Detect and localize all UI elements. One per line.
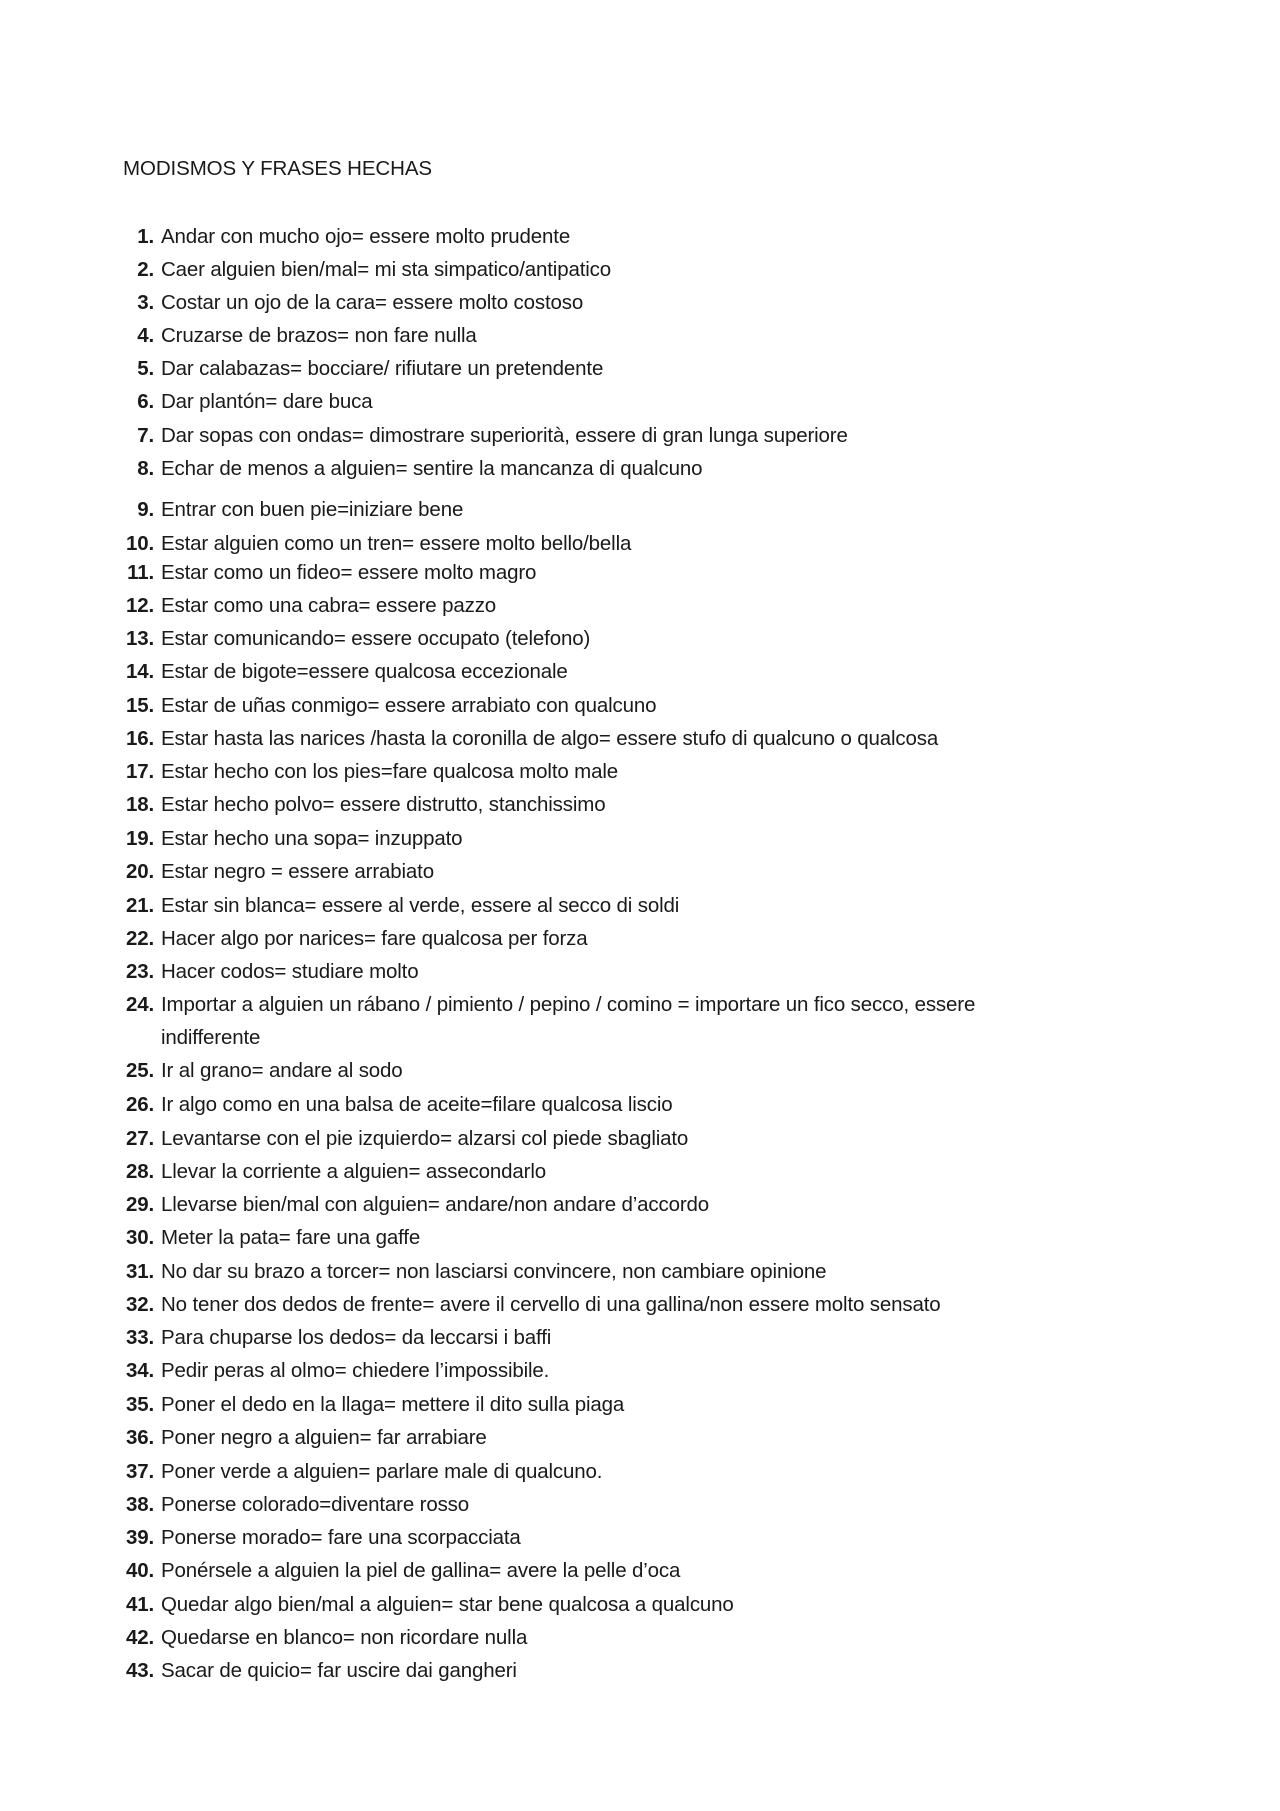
item-number: 25.	[125, 1059, 154, 1082]
item-text: Entrar con buen pie=iniziare bene	[161, 498, 464, 521]
item-number: 24.	[125, 993, 154, 1016]
item-text: Estar hecho polvo= essere distrutto, stanchissimo	[161, 793, 606, 816]
item-text: Ponerse colorado=diventare rosso	[161, 1493, 470, 1516]
item-number: 16.	[125, 727, 154, 750]
item-text: Estar como una cabra= essere pazzo	[161, 594, 497, 617]
item-text: No dar su brazo a torcer= non lasciarsi convincere, non cambiare opinione	[161, 1260, 827, 1283]
item-text: Ir algo como en una balsa de aceite=filare qualcosa liscio	[161, 1093, 673, 1116]
item-number: 38.	[125, 1493, 154, 1516]
item-text: Hacer codos= studiare molto	[161, 960, 419, 983]
item-number: 30.	[125, 1226, 154, 1249]
item-number: 33.	[125, 1326, 154, 1349]
item-text: Estar sin blanca= essere al verde, essere al secco di soldi	[161, 894, 680, 917]
item-text: Importar a alguien un rábano / pimiento / pepino / comino = importare un fico secco, essere	[161, 993, 976, 1016]
item-number: 32.	[125, 1293, 154, 1316]
item-text: Levantarse con el pie izquierdo= alzarsi col piede sbagliato	[161, 1127, 689, 1150]
item-number: 37.	[125, 1460, 154, 1483]
item-number: 31.	[125, 1260, 154, 1283]
item-text: Estar hasta las narices /hasta la coronilla de algo= essere stufo di qualcuno o qualcosa	[161, 727, 939, 750]
item-number: 23.	[125, 960, 154, 983]
item-number: 2.	[137, 258, 154, 281]
item-text: Cruzarse de brazos= non fare nulla	[161, 324, 477, 347]
item-text: Estar como un fideo= essere molto magro	[161, 561, 537, 584]
item-number: 9.	[137, 498, 154, 521]
item-number: 12.	[125, 594, 154, 617]
item-number: 40.	[125, 1559, 154, 1582]
item-text-continuation: indifferente	[161, 1026, 261, 1049]
item-text: Ponérsele a alguien la piel de gallina= avere la pelle d’oca	[161, 1559, 681, 1582]
item-number: 35.	[125, 1393, 154, 1416]
item-text: Llevarse bien/mal con alguien= andare/non andare d’accordo	[161, 1193, 710, 1216]
item-text: Dar sopas con ondas= dimostrare superiorità, essere di gran lunga superiore	[161, 424, 848, 447]
item-number: 27.	[125, 1127, 154, 1150]
item-text: Llevar la corriente a alguien= assecondarlo	[161, 1160, 547, 1183]
item-text: Pedir peras al olmo= chiedere l’impossibile.	[161, 1359, 550, 1382]
item-number: 17.	[125, 760, 154, 783]
item-text: Sacar de quicio= far uscire dai gangheri	[161, 1659, 517, 1682]
item-number: 28.	[125, 1160, 154, 1183]
item-number: 29.	[125, 1193, 154, 1216]
item-number: 26.	[125, 1093, 154, 1116]
item-text: Estar hecho una sopa= inzuppato	[161, 827, 463, 850]
item-number: 43.	[125, 1659, 154, 1682]
item-text: Poner negro a alguien= far arrabiare	[161, 1426, 487, 1449]
item-number: 34.	[125, 1359, 154, 1382]
item-number: 41.	[125, 1593, 154, 1616]
item-number: 3.	[137, 291, 154, 314]
item-number: 36.	[125, 1426, 154, 1449]
item-number: 19.	[125, 827, 154, 850]
item-text: Costar un ojo de la cara= essere molto costoso	[161, 291, 584, 314]
item-text: Quedarse en blanco= non ricordare nulla	[161, 1626, 528, 1649]
item-number: 22.	[125, 927, 154, 950]
item-text: Caer alguien bien/mal= mi sta simpatico/antipatico	[161, 258, 611, 281]
item-text: Estar hecho con los pies=fare qualcosa molto male	[161, 760, 619, 783]
item-text: Poner verde a alguien= parlare male di qualcuno.	[161, 1460, 603, 1483]
item-number: 11.	[127, 561, 154, 584]
item-text: Hacer algo por narices= fare qualcosa per forza	[161, 927, 588, 950]
item-number: 5.	[137, 357, 154, 380]
item-text: No tener dos dedos de frente= avere il cervello di una gallina/non essere molto sensato	[161, 1293, 941, 1316]
item-number: 39.	[125, 1526, 154, 1549]
item-number: 13.	[125, 627, 154, 650]
item-text: Ir al grano= andare al sodo	[161, 1059, 403, 1082]
item-text: Ponerse morado= fare una scorpacciata	[161, 1526, 521, 1549]
item-number: 20.	[125, 860, 154, 883]
item-text: Poner el dedo en la llaga= mettere il dito sulla piaga	[161, 1393, 625, 1416]
item-text: Estar alguien como un tren= essere molto bello/bella	[161, 532, 632, 555]
item-number: 10.	[125, 532, 154, 555]
item-text: Estar de uñas conmigo= essere arrabiato con qualcuno	[161, 694, 657, 717]
item-text: Dar calabazas= bocciare/ rifiutare un pretendente	[161, 357, 604, 380]
item-text: Para chuparse los dedos= da leccarsi i baffi	[161, 1326, 552, 1349]
item-text: Estar negro = essere arrabiato	[161, 860, 434, 883]
item-text: Meter la pata= fare una gaffe	[161, 1226, 421, 1249]
item-number: 8.	[137, 457, 154, 480]
item-number: 7.	[137, 424, 154, 447]
item-text: Estar de bigote=essere qualcosa eccezionale	[161, 660, 568, 683]
item-text: Dar plantón= dare buca	[161, 390, 373, 413]
item-text: Andar con mucho ojo= essere molto prudente	[161, 225, 571, 248]
document-title: MODISMOS Y FRASES HECHAS	[123, 157, 432, 180]
item-number: 21.	[125, 894, 154, 917]
item-text: Quedar algo bien/mal a alguien= star bene qualcosa a qualcuno	[161, 1593, 734, 1616]
item-number: 6.	[137, 390, 154, 413]
item-number: 42.	[125, 1626, 154, 1649]
item-number: 14.	[125, 660, 154, 683]
item-number: 1.	[137, 225, 154, 248]
item-text: Estar comunicando= essere occupato (telefono)	[161, 627, 591, 650]
item-number: 4.	[137, 324, 154, 347]
item-text: Echar de menos a alguien= sentire la mancanza di qualcuno	[161, 457, 703, 480]
item-number: 18.	[125, 793, 154, 816]
item-number: 15.	[125, 694, 154, 717]
